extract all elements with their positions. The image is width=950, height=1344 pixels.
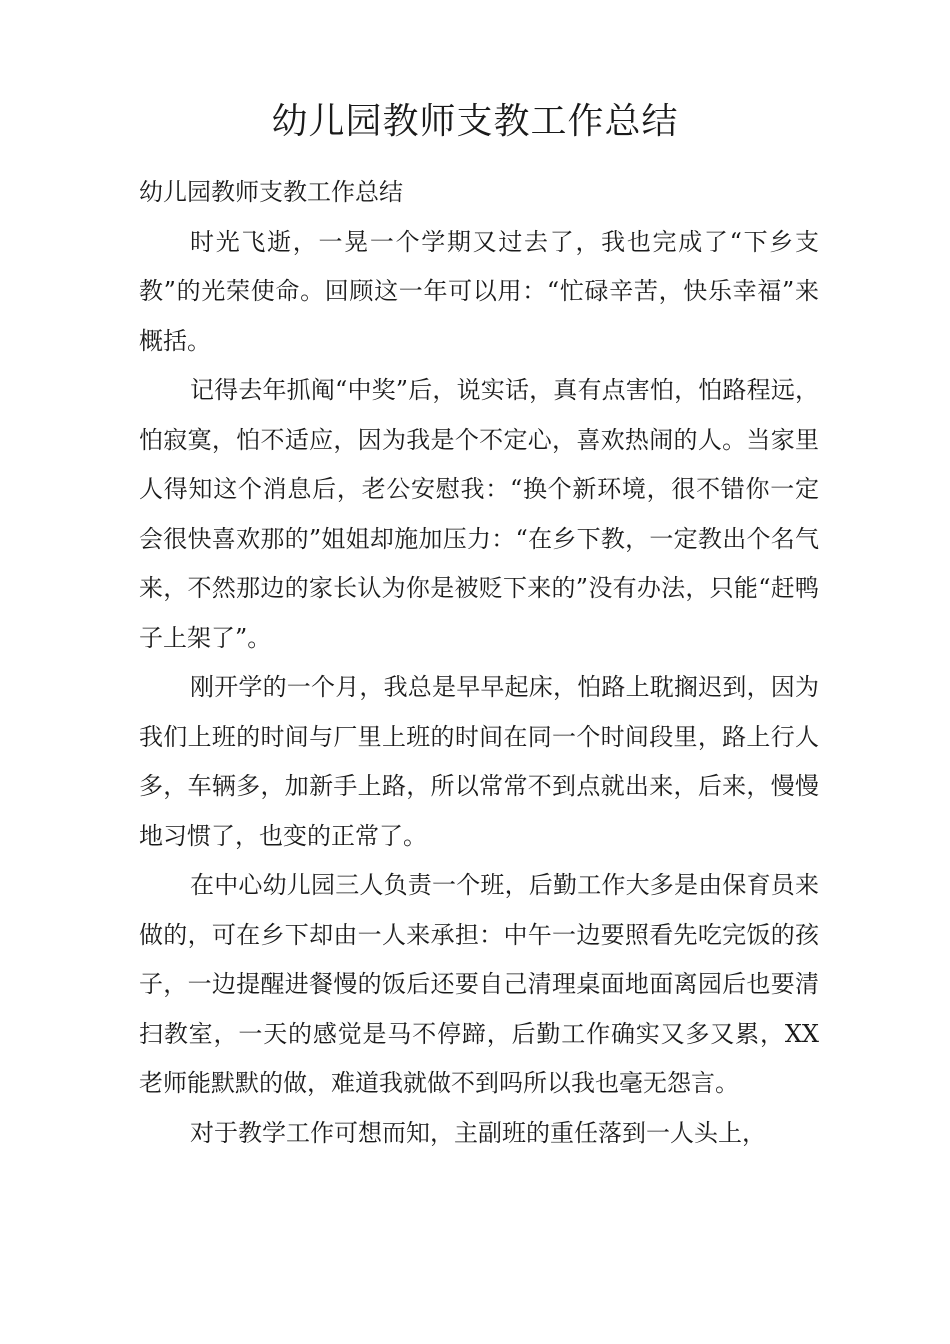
paragraph: 时光飞逝，一晃一个学期又过去了，我也完成了“下乡支教”的光荣使命。回顾这一年可以用：“忙碌辛苦，快乐幸福”来概括。: [139, 227, 819, 355]
paragraph: 对于教学工作可想而知，主副班的重任落到一人头上，: [190, 1118, 766, 1147]
document-title: 幼儿园教师支教工作总结: [271, 101, 679, 142]
document-subtitle: 幼儿园教师支教工作总结: [139, 178, 403, 206]
paragraph: 记得去年抓阄“中奖”后，说实话，真有点害怕，怕路程远，怕寂寞，怕不适应，因为我是个不定心，喜欢热闹的人。当家里人得知这个消息后，老公安慰我：“换个新环境，很不错你一定会很快喜欢那的”姐姐却施加压力：“在乡下教，一定教出个名气来，不然那边的家长认为你是被贬下来的”没有办法，只能“赶鸭子上架了”。: [139, 376, 819, 652]
paragraph: 刚开学的一个月，我总是早早起床，怕路上耽搁迟到，因为我们上班的时间与厂里上班的时间在同一个时间段里，路上行人多，车辆多，加新手上路，所以常常不到点就出来，后来，慢慢地习惯了，也变的正常了。: [139, 673, 819, 850]
document-body: [139, 168, 819, 1158]
paragraph: 在中心幼儿园三人负责一个班，后勤工作大多是由保育员来做的，可在乡下却由一人来承担：中午一边要照看先吃完饭的孩子，一边提醒进餐慢的饭后还要自己清理桌面地面离园后也要清扫教室，一天的感觉是马不停蹄，后勤工作确实又多又累，XX老师能默默的做，难道我就做不到吗所以我也毫无怨言。: [139, 871, 819, 1097]
